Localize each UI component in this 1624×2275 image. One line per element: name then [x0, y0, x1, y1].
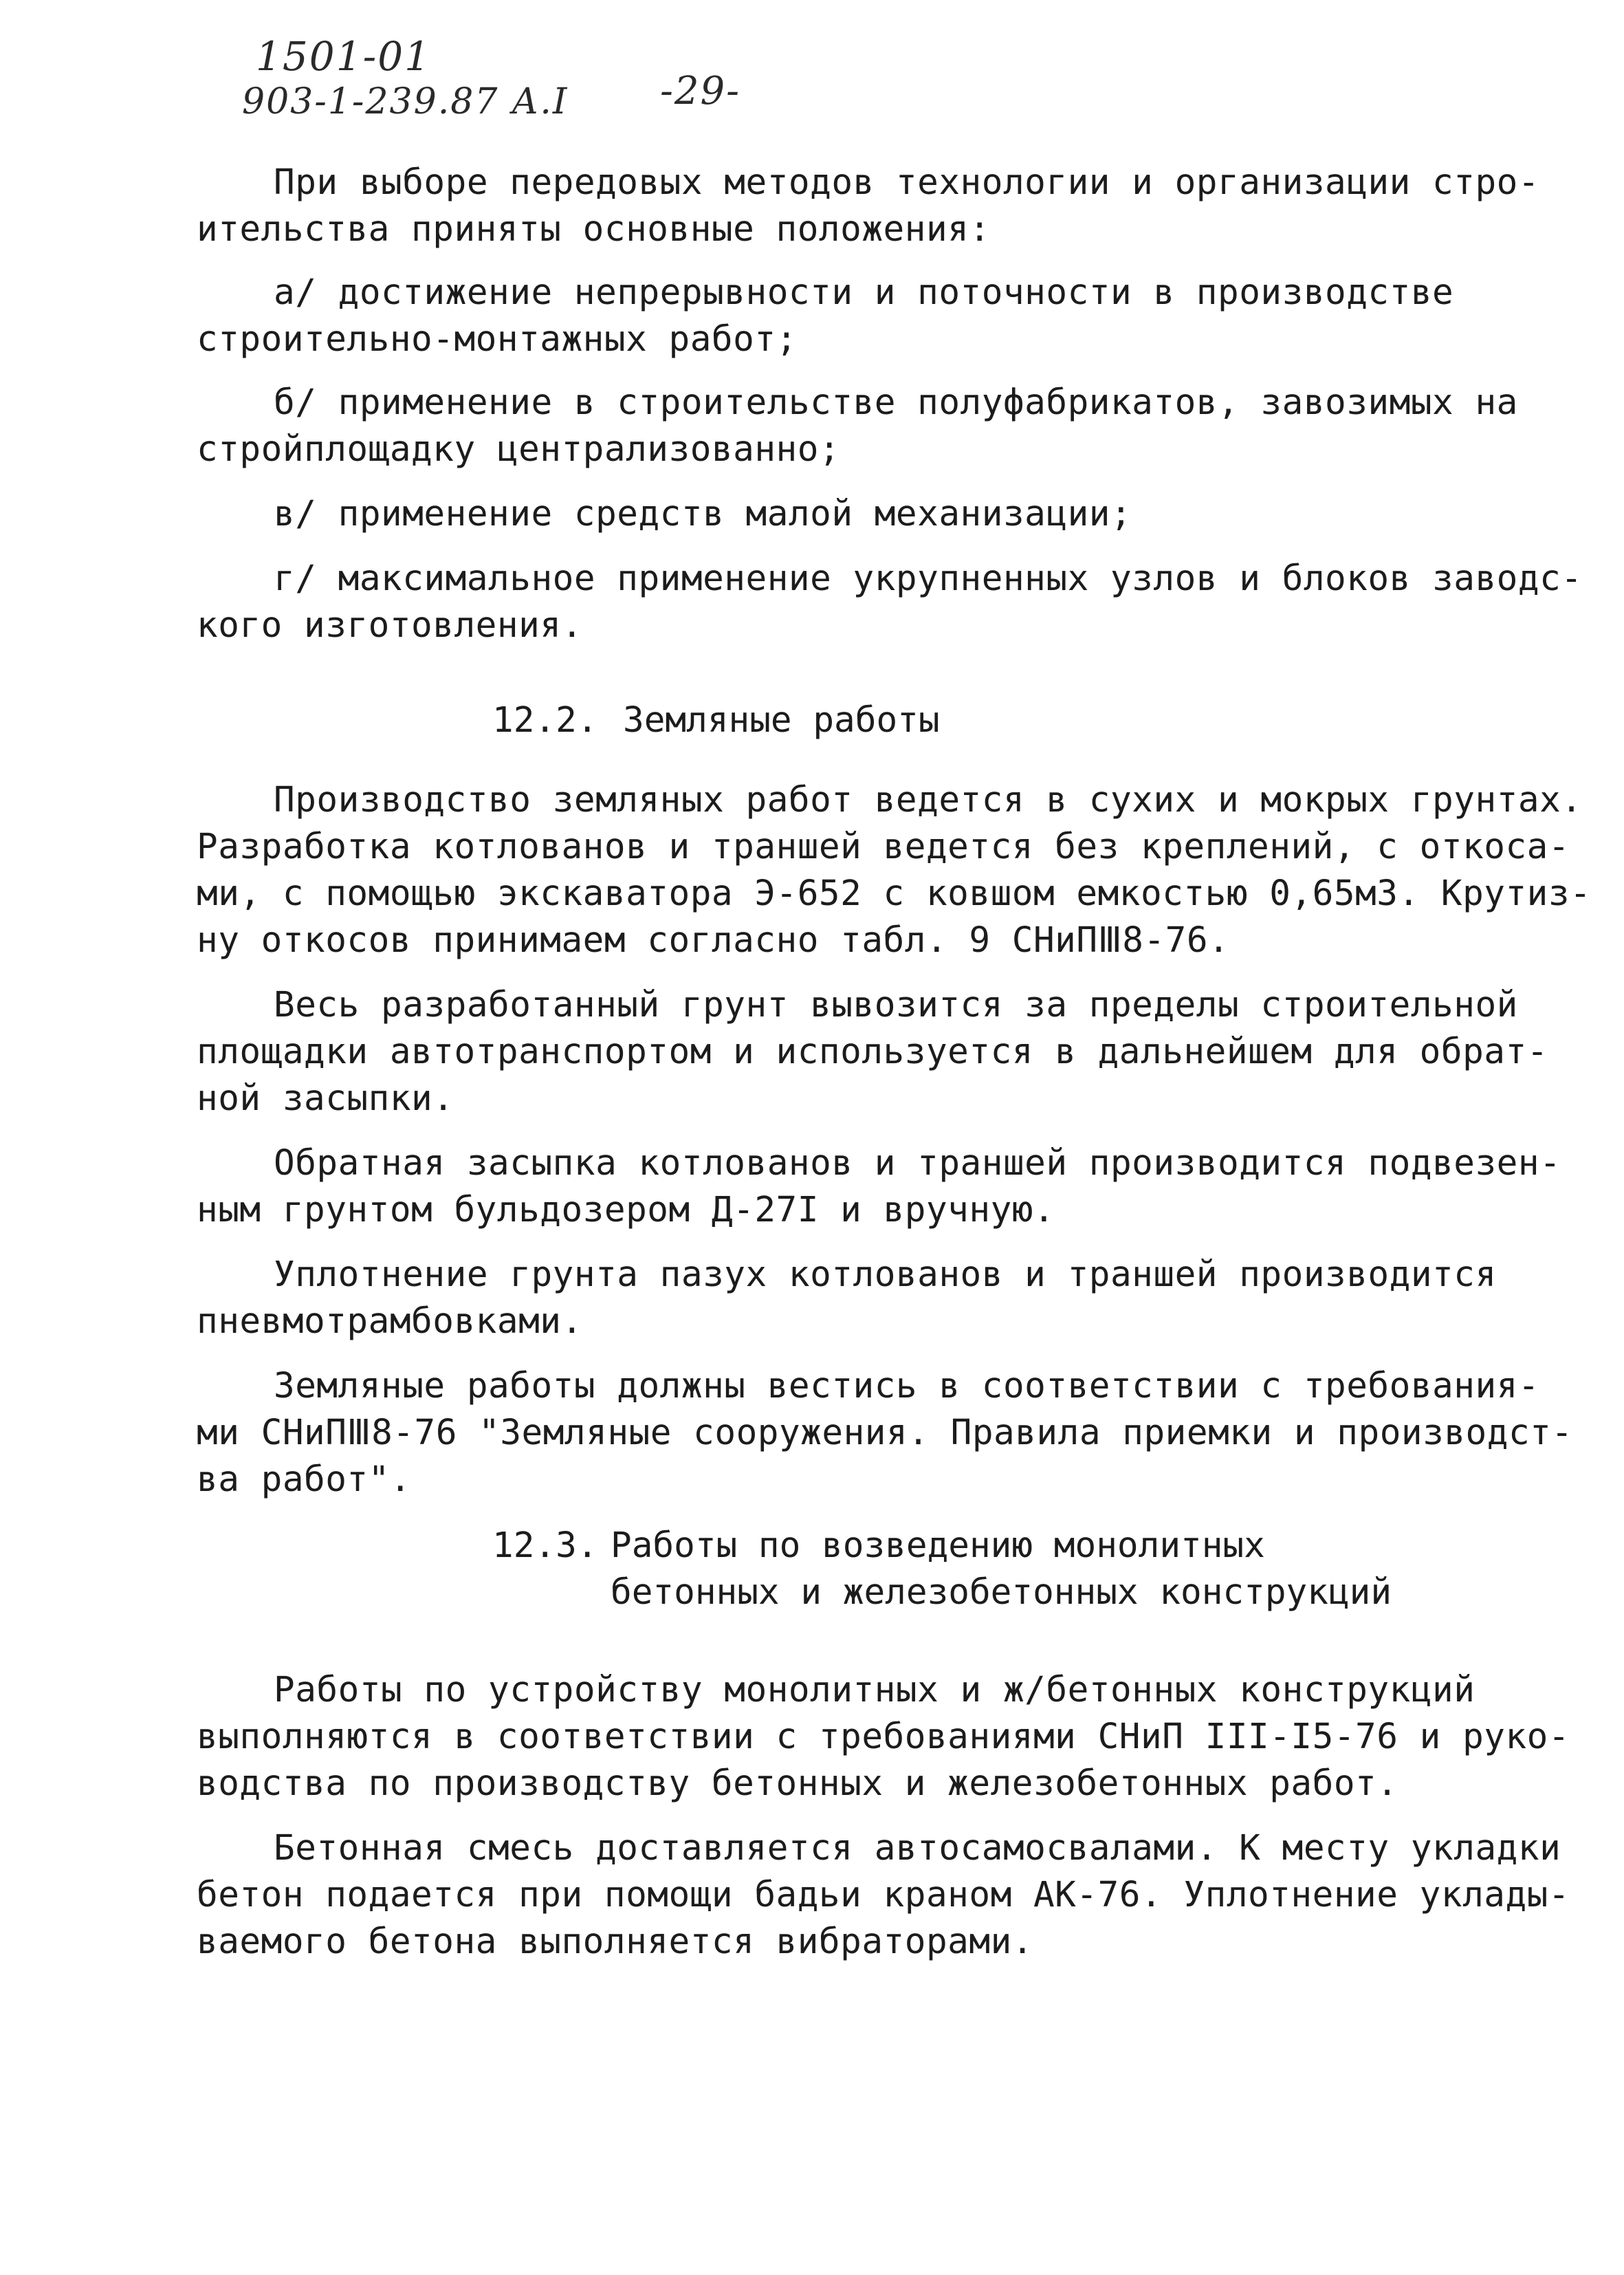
list-item-d: г/ максимальное применение укрупненных узлов и блоков заводс- — [274, 558, 1583, 599]
paragraph-line: ваемого бетона выполняется вибраторами. — [197, 1922, 1033, 1962]
section-12-3-number: 12.3. — [492, 1525, 598, 1566]
intro-line: ительства приняты основные положения: — [197, 209, 991, 250]
paragraph-line: площадки автотранспортом и используется в дальнейшем для обрат- — [197, 1032, 1548, 1072]
paragraph-line: водства по производству бетонных и железобетонных работ. — [197, 1763, 1398, 1804]
list-item-d-cont: кого изготовления. — [197, 605, 583, 646]
document-code: 1501-01 — [256, 33, 432, 80]
paragraph-line: Обратная засыпка котлованов и траншей производится подвезен- — [274, 1143, 1561, 1184]
paragraph-line: ва работ". — [197, 1459, 412, 1500]
sheet-reference: 903-1-239.87 А.I — [242, 81, 569, 122]
list-item-b: б/ применение в строительстве полуфабрикатов, завозимых на — [274, 382, 1518, 423]
section-12-2-title: Земляные работы — [623, 700, 940, 741]
paragraph-line: Бетонная смесь доставляется автосамосвалами. К месту укладки — [274, 1828, 1561, 1869]
section-12-2-number: 12.2. — [492, 700, 598, 741]
list-item-b-cont: стройплощадку централизованно; — [197, 429, 841, 470]
paragraph-line: Работы по устройству монолитных и ж/бетонных конструкций — [274, 1670, 1475, 1710]
paragraph-line: ным грунтом бульдозером Д-27I и вручную. — [197, 1190, 1055, 1230]
paragraph-line: бетон подается при помощи бадьи краном АК-76. Уплотнение уклады- — [197, 1875, 1570, 1915]
paragraph-line: ной засыпки. — [197, 1078, 454, 1119]
list-item-c: в/ применение средств малой механизации; — [274, 494, 1132, 534]
section-12-3-title: Работы по возведению монолитных — [611, 1525, 1265, 1566]
list-item-a: а/ достижение непрерывности и поточности в производстве — [274, 272, 1454, 313]
paragraph-line: Разработка котлованов и траншей ведется без креплений, с откоса- — [197, 827, 1570, 867]
intro-line: При выборе передовых методов технологии и организации стро- — [274, 162, 1540, 203]
paragraph-line: пневмотрамбовками. — [197, 1301, 583, 1342]
paragraph-line: ми, с помощью экскаватора Э-652 с ковшом емкостью 0,65м3. Крутиз- — [197, 873, 1592, 914]
paragraph-line: Уплотнение грунта пазух котлованов и траншей производится — [274, 1254, 1497, 1295]
paragraph-line: выполняются в соответствии с требованиями СНиП III-I5-76 и руко- — [197, 1717, 1570, 1757]
list-item-a-cont: строительно-монтажных работ; — [197, 319, 798, 360]
paragraph-line: ну откосов принимаем согласно табл. 9 СНиПⅢ8-76. — [197, 920, 1230, 961]
section-12-3-title-cont: бетонных и железобетонных конструкций — [611, 1572, 1392, 1613]
paragraph-line: Производство земляных работ ведется в сухих и мокрых грунтах. — [274, 780, 1583, 820]
page-number: -29- — [660, 69, 741, 113]
paragraph-line: Земляные работы должны вестись в соответствии с требования- — [274, 1366, 1540, 1406]
paragraph-line: Весь разработанный грунт вывозится за пределы строительной — [274, 985, 1518, 1025]
paragraph-line: ми СНиПⅢ8-76 "Земляные сооружения. Правила приемки и производст- — [197, 1413, 1573, 1453]
